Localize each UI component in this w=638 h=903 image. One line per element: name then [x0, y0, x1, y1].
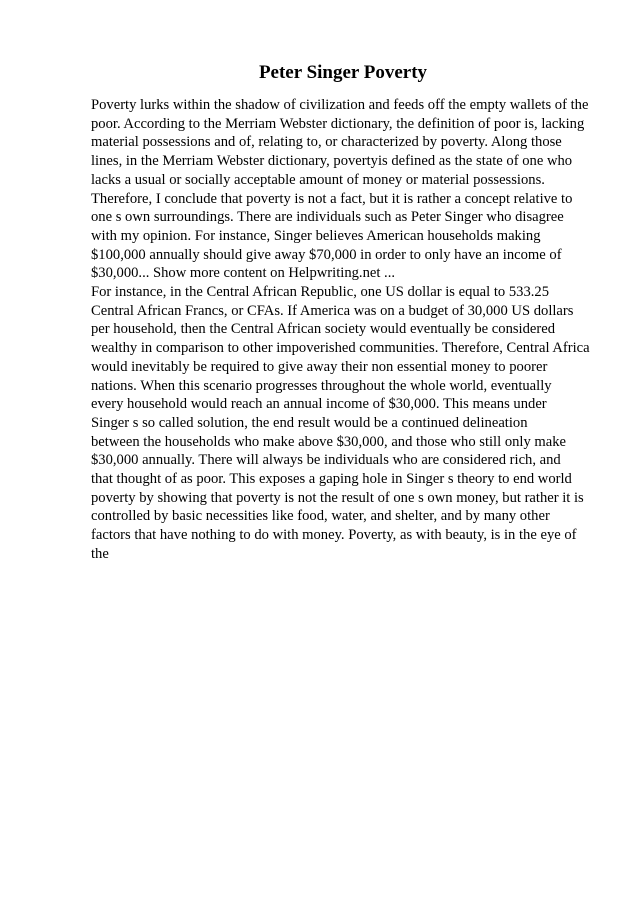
body-line: factors that have nothing to do with money. Poverty, as with beauty, is in the eye of [91, 527, 577, 544]
body-line: Singer s so called solution, the end result would be a continued delineation [91, 414, 528, 431]
body-line: Poverty lurks within the shadow of civilization and feeds off the empty wallets of the [91, 97, 589, 113]
body-line: lines, in the Merriam Webster dictionary, povertyis defined as the state of one who [91, 153, 573, 170]
body-line: lacks a usual or socially acceptable amount of money or material possessions. [91, 171, 545, 188]
body-line: with my opinion. For instance, Singer believes American households making [91, 227, 541, 244]
body-line: Therefore, I conclude that poverty is not a fact, but it is rather a concept relative to [91, 190, 573, 207]
body-line: poor. According to the Merriam Webster dictionary, the definition of poor is, lacking [91, 115, 585, 132]
document-title: Peter Singer Poverty [258, 62, 428, 83]
body-line: that thought of as poor. This exposes a gaping hole in Singer s theory to end world [91, 471, 572, 488]
body-line: per household, then the Central African society would eventually be considered [91, 321, 556, 338]
body-line: $30,000... Show more content on Helpwriting.net ... [91, 265, 395, 282]
document-body [91, 96, 591, 564]
body-line: nations. When this scenario progresses throughout the whole world, eventually [91, 377, 552, 394]
body-line: the [91, 545, 109, 562]
body-line: poverty by showing that poverty is not the result of one s own money, but rather it is [91, 489, 584, 506]
body-line: wealthy in comparison to other impoverished communities. Therefore, Central Africa [91, 340, 590, 357]
body-line: controlled by basic necessities like food, water, and shelter, and by many other [91, 508, 550, 525]
body-line: every household would reach an annual income of $30,000. This means under [91, 396, 547, 413]
body-line: For instance, in the Central African Republic, one US dollar is equal to 533.25 [91, 284, 549, 301]
body-line: Central African Francs, or CFAs. If America was on a budget of 30,000 US dollars [91, 302, 574, 319]
body-line: material possessions and of, relating to, or characterized by poverty. Along those [91, 134, 562, 151]
body-line: between the households who make above $30,000, and those who still only make [91, 433, 567, 450]
body-line: $100,000 annually should give away $70,000 in order to only have an income of [91, 246, 562, 263]
body-line: $30,000 annually. There will always be individuals who are considered rich, and [91, 452, 561, 469]
body-line: would inevitably be required to give away their non essential money to poorer [91, 358, 548, 375]
body-line: one s own surroundings. There are individuals such as Peter Singer who disagree [91, 209, 564, 226]
